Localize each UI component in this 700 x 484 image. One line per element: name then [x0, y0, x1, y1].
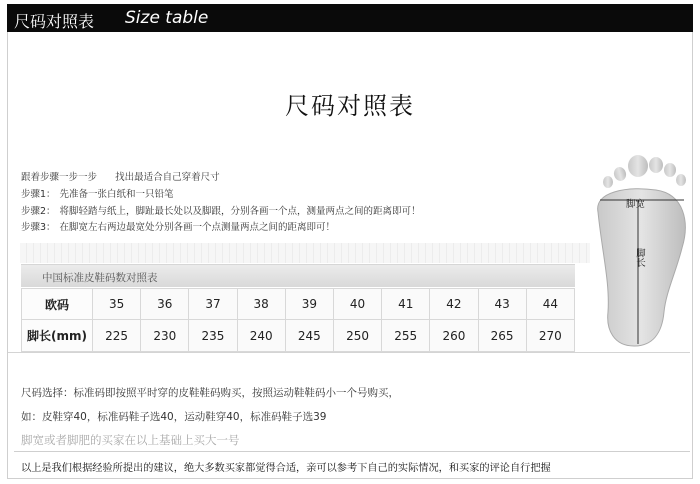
table-cell: 36 [141, 289, 189, 320]
step-2-text: 将脚轻踏与纸上，脚趾最长处以及脚跟，分别各画一个点，测量两点之间的距离即可！ [59, 206, 421, 217]
header-title-cn: 尺码对照表 [14, 12, 95, 31]
page-title: 尺码对照表 [285, 92, 415, 120]
table-cell: 225 [93, 320, 141, 352]
table-cell: 270 [526, 320, 574, 352]
notes-divider [14, 451, 690, 452]
table-caption-bar [21, 264, 575, 287]
step-2-label: 步骤2： [21, 206, 56, 217]
intro-left: 跟着步骤一步一步 [21, 172, 98, 183]
table-cell: 38 [237, 289, 285, 320]
table-cell: 44 [526, 289, 574, 320]
step-3-text: 在脚宽左右两边最宽处分别各画一个点测量两点之间的距离即可！ [59, 222, 336, 233]
table-caption: 中国标准皮鞋码数对照表 [42, 272, 158, 284]
step-1-text: 先准备一张白纸和一只铅笔 [59, 189, 174, 200]
table-cell: 250 [333, 320, 381, 352]
row-label-eu: 欧码 [22, 289, 93, 320]
foot-length-label: 脚长 [634, 248, 645, 267]
header-bar [7, 4, 693, 32]
row-label-foot-length: 脚长(mm) [22, 320, 93, 352]
foot-width-label: 脚宽 [626, 199, 646, 210]
header-title-en: Size table [125, 8, 209, 28]
table-row-foot-length [22, 320, 575, 352]
intro-line [21, 169, 220, 183]
table-cell: 41 [382, 289, 430, 320]
size-table [21, 288, 575, 352]
step-1 [21, 186, 174, 200]
intro-right: 找出最适合自己穿着尺寸 [115, 172, 220, 183]
table-cell: 240 [237, 320, 285, 352]
note-wide-feet: 脚宽或者脚肥的买家在以上基础上买大一号 [21, 433, 240, 447]
table-cell: 245 [285, 320, 333, 352]
table-cell: 40 [333, 289, 381, 320]
note-example: 如：皮鞋穿40，标准码鞋子选40，运动鞋穿40，标准码鞋子选39 [21, 411, 327, 423]
table-row-eu [22, 289, 575, 320]
table-cell: 42 [430, 289, 478, 320]
note-advice: 以上是我们根据经验所提出的建议，绝大多数买家都觉得合适，亲可以参考下自己的实际情况，和买家的评论自行把握 [21, 463, 551, 474]
table-cell: 255 [382, 320, 430, 352]
step-3 [21, 219, 335, 233]
step-1-label: 步骤1： [21, 189, 56, 200]
table-cell: 39 [285, 289, 333, 320]
table-cell: 230 [141, 320, 189, 352]
foot-illustration [586, 152, 688, 348]
table-cell: 235 [189, 320, 237, 352]
decorative-stripe [20, 243, 590, 263]
table-cell: 43 [478, 289, 526, 320]
table-cell: 37 [189, 289, 237, 320]
step-3-label: 步骤3： [21, 222, 56, 233]
note-selection: 尺码选择：标准码即按照平时穿的皮鞋鞋码购买，按照运动鞋鞋码小一个号购买， [21, 387, 399, 399]
step-2 [21, 203, 421, 217]
table-cell: 260 [430, 320, 478, 352]
table-cell: 265 [478, 320, 526, 352]
table-cell: 35 [93, 289, 141, 320]
